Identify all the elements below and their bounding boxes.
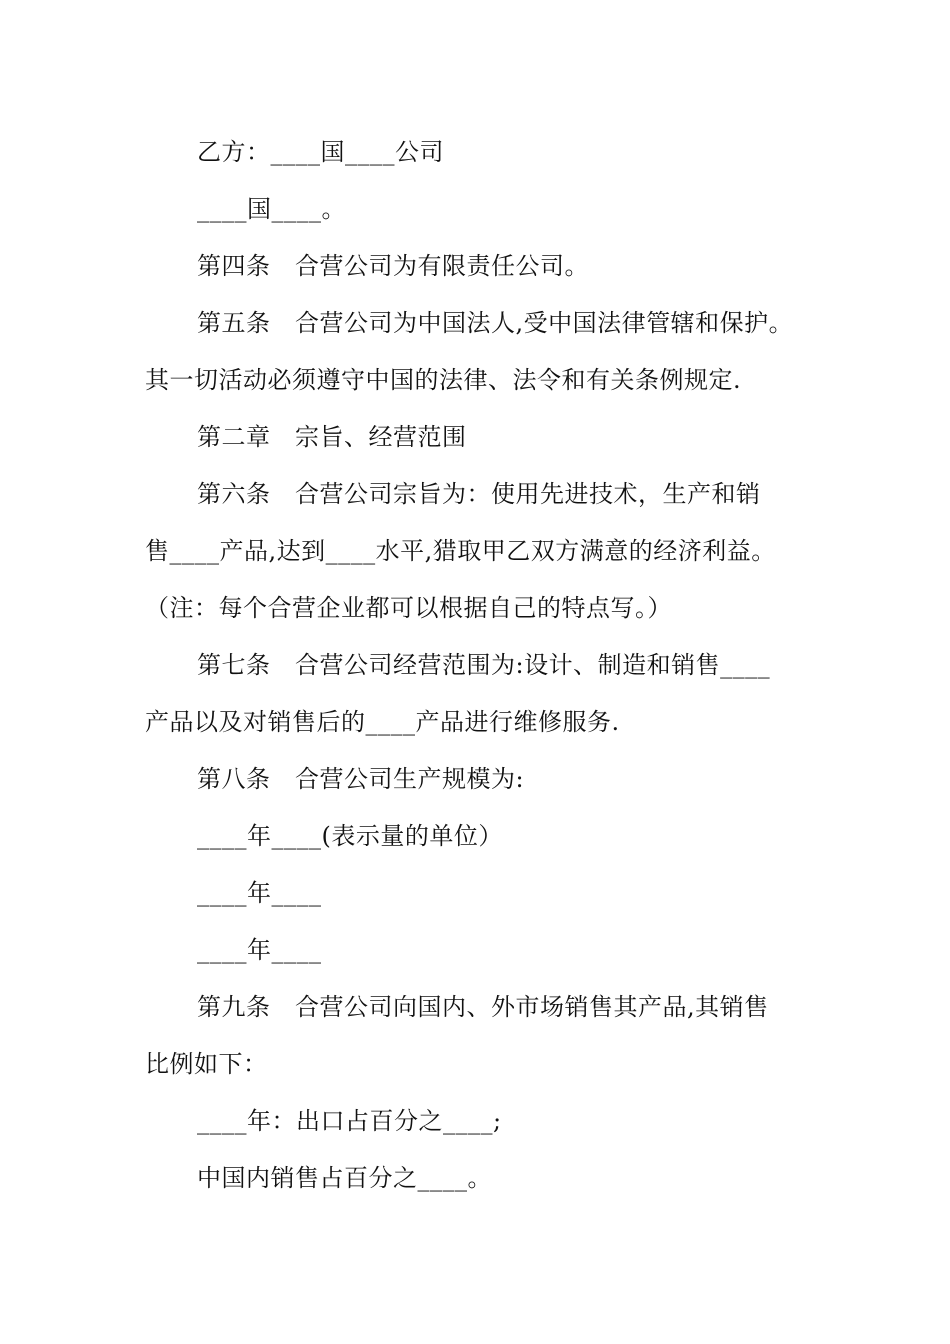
text-line: 产品以及对销售后的____产品进行维修服务. [145,708,620,736]
text-line: 比例如下： [145,1050,268,1078]
text-line: ____国____。 [197,195,346,223]
text-line: ____年：出口占百分之____; [197,1107,502,1135]
text-line: 其一切活动必须遵守中国的法律、法令和有关条例规定. [145,366,742,394]
text-line: ____年____(表示量的单位） [197,822,503,850]
text-line: 中国内销售占百分之____。 [197,1164,492,1192]
article-5: 第五条 合营公司为中国法人,受中国法律管辖和保护。 [197,309,794,337]
text-line: ____年____ [197,936,322,964]
article-7: 第七条 合营公司经营范围为:设计、制造和销售____ [197,651,771,679]
chapter-heading: 第二章 宗旨、经营范围 [197,423,467,451]
text-line: 售____产品,达到____水平,猎取甲乙双方满意的经济利益。 [145,537,776,565]
text-line: 乙方：____国____公司 [197,138,444,166]
article-6: 第六条 合营公司宗旨为：使用先进技术，生产和销 [197,480,761,508]
article-8: 第八条 合营公司生产规模为: [197,765,525,793]
article-4: 第四条 合营公司为有限责任公司。 [197,252,589,280]
note-line: （注：每个合营企业都可以根据自己的特点写。） [145,594,672,622]
article-9: 第九条 合营公司向国内、外市场销售其产品,其销售 [197,993,769,1021]
text-line: ____年____ [197,879,322,907]
